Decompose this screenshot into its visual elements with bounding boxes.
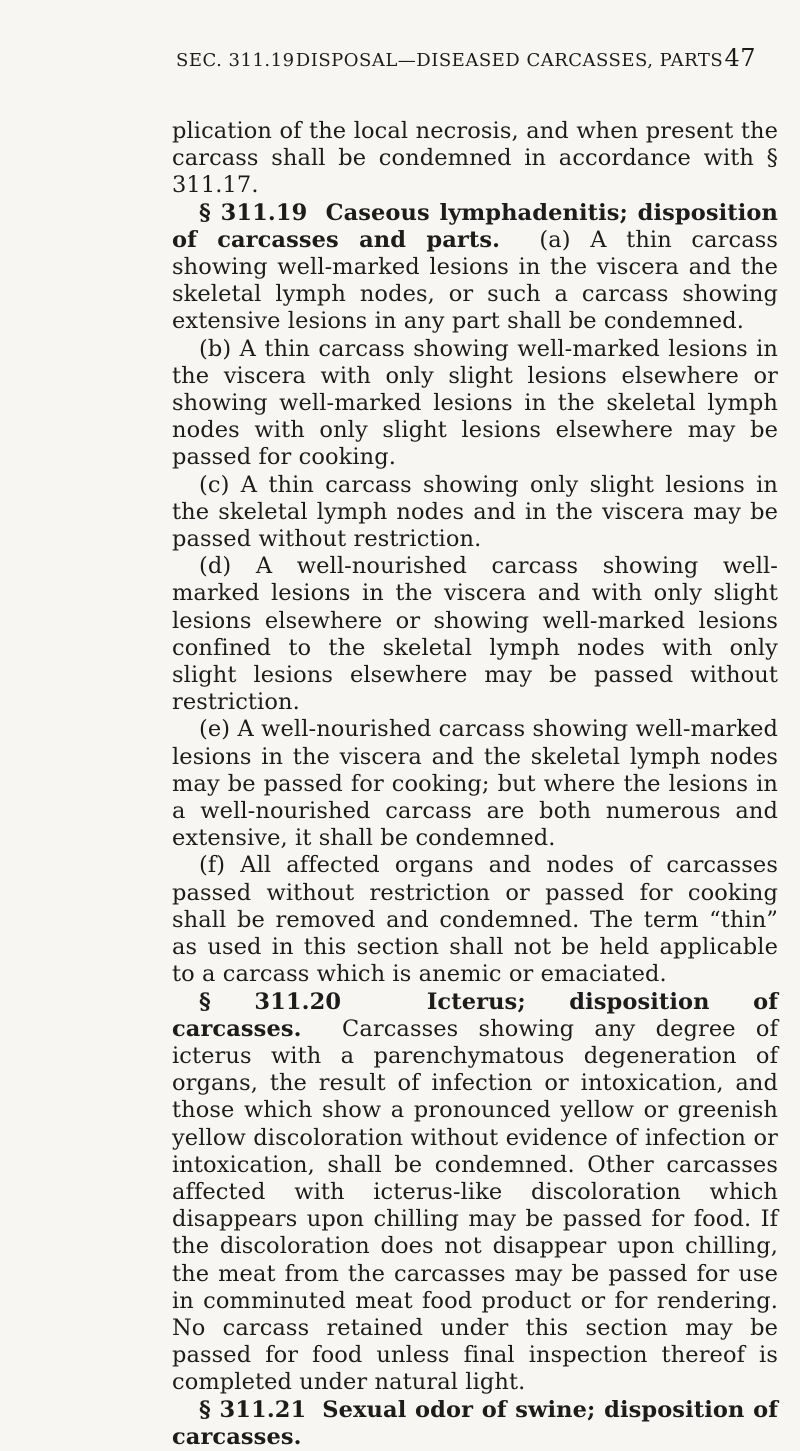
section-311-19-paragraph-a bbox=[172, 200, 778, 336]
running-title: DISPOSAL—DISEASED CARCASSES, PARTS bbox=[295, 50, 724, 71]
section-heading: Icterus; disposition of carcasses. bbox=[172, 988, 778, 1042]
section-number: § 311.20 bbox=[199, 988, 342, 1015]
section-311-20-paragraph bbox=[172, 989, 778, 1397]
section-number: § 311.19 bbox=[199, 199, 308, 226]
section-311-19-paragraph-c: (c) A thin carcass showing only slight lesions in the skeletal lymph nodes and in the viscera may be passed without restriction. bbox=[172, 471, 778, 553]
section-number: § 311.21 bbox=[199, 1396, 307, 1423]
section-311-19-paragraph-e: (e) A well-nourished carcass showing well-marked lesions in the viscera and the skeletal lymph nodes may be passed for cooking; but where the lesions in a well-nourished carcass are both numerous and extensive, it shall be condemned. bbox=[172, 716, 778, 852]
section-reference: SEC. 311.19 bbox=[176, 50, 295, 71]
section-heading: Caseous lymphadenitis; disposition of carcasses and parts. bbox=[172, 199, 778, 253]
section-311-21-heading-line bbox=[172, 1397, 778, 1451]
running-head bbox=[176, 44, 756, 74]
page-number: 47 bbox=[724, 44, 756, 72]
section-311-19-paragraph-f: (f) All affected organs and nodes of carcasses passed without restriction or passed for cooking shall be removed and condemned. The term “thin” as used in this section shall not be held applicable to a carcass which is anemic or emaciated. bbox=[172, 852, 778, 988]
section-311-19-paragraph-b: (b) A thin carcass showing well-marked lesions in the viscera with only slight lesions elsewhere or showing well-marked lesions in the skeletal lymph nodes with only slight lesions elsewhere may be passed for cooking. bbox=[172, 335, 778, 471]
continued-paragraph: plication of the local necrosis, and when present the carcass shall be condemned in accordance with § 311.17. bbox=[172, 118, 778, 199]
paragraph-text: (a) A thin carcass showing well-marked lesions in the viscera and the skeletal lymph nodes, or such a carcass showing extensive lesions in any part shall be condemned. bbox=[172, 226, 778, 335]
section-heading: Sexual odor of swine; disposition of carcasses. bbox=[172, 1396, 778, 1450]
paragraph-text: Carcasses showing any degree of icterus with a parenchymatous degeneration of organs, the result of infection or intoxication, and those which show a pronounced yellow or greenish yellow discoloration without evidence of infection or intoxication, shall be condemned. Other carcasses affected with icterus-like discoloration which disappears upon chilling may be passed for food. If the discoloration does not disappear upon chilling, the meat from the carcasses may be passed for use in comminuted meat food product or for rendering. No carcass retained under this section may be passed for food unless final inspection thereof is completed under natural light. bbox=[172, 1015, 778, 1396]
body-text bbox=[172, 118, 778, 1451]
section-311-19-paragraph-d: (d) A well-nourished carcass showing well-marked lesions in the viscera and with only slight lesions elsewhere or showing well-marked lesions confined to the skeletal lymph nodes with only slight lesions elsewhere may be passed without restriction. bbox=[172, 553, 778, 716]
